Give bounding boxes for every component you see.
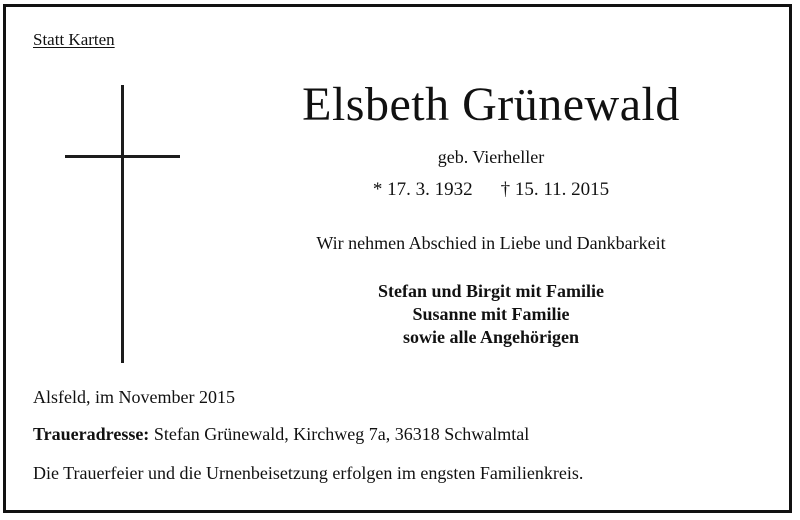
- place-date: Alsfeld, im November 2015: [33, 387, 235, 407]
- death-date: † 15. 11. 2015: [500, 179, 610, 200]
- address-label: Traueradresse:: [33, 424, 150, 444]
- mourning-address: [33, 424, 529, 445]
- birth-date: * 17. 3. 1932: [372, 179, 473, 200]
- mourners-list: [236, 280, 746, 349]
- obituary-notice: [3, 4, 792, 513]
- mourner-line: Susanne mit Familie: [412, 304, 570, 324]
- ceremony-note: Die Trauerfeier und die Urnenbeisetzung erfolgen im engsten Familienkreis.: [33, 463, 584, 483]
- mourner-line: sowie alle Angehörigen: [403, 327, 579, 347]
- cross-horizontal-bar: [65, 155, 180, 158]
- cross-vertical-bar: [121, 85, 124, 363]
- deceased-name: Elsbeth Grünewald: [302, 78, 680, 131]
- mourner-line: Stefan und Birgit mit Familie: [378, 281, 604, 301]
- life-dates: [236, 179, 746, 201]
- farewell-line: Wir nehmen Abschied in Liebe und Dankbarkeit: [316, 233, 666, 253]
- maiden-name: geb. Vierheller: [437, 147, 545, 167]
- address-value: Stefan Grünewald, Kirchweg 7a, 36318 Schwalmtal: [153, 424, 530, 444]
- header-note: Statt Karten: [33, 30, 115, 49]
